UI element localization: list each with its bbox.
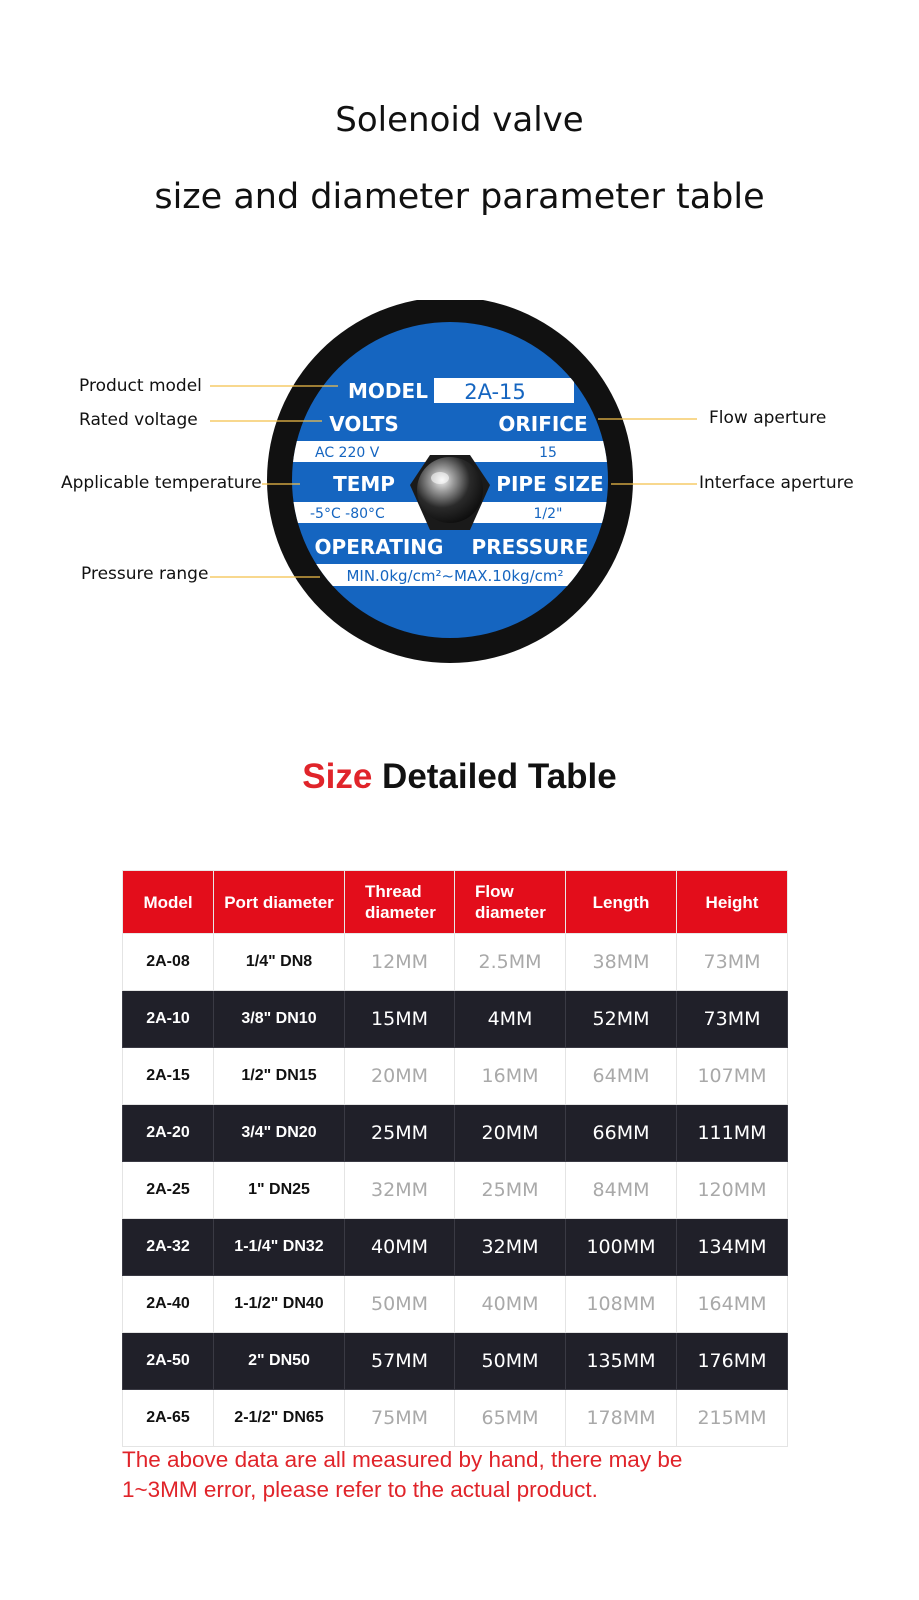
cell-height: 120MM bbox=[677, 1162, 788, 1219]
measurement-note bbox=[122, 1445, 802, 1505]
temp-caption: TEMP bbox=[333, 472, 395, 496]
cell-flow: 65MM bbox=[455, 1390, 566, 1447]
cell-length: 84MM bbox=[566, 1162, 677, 1219]
cell-height: 134MM bbox=[677, 1219, 788, 1276]
page-title-line1: Solenoid valve bbox=[335, 100, 584, 140]
cell-length: 64MM bbox=[566, 1048, 677, 1105]
header-length: Length bbox=[566, 871, 677, 934]
valve-label-diagram bbox=[0, 300, 919, 700]
cell-height: 73MM bbox=[677, 991, 788, 1048]
cell-flow: 16MM bbox=[455, 1048, 566, 1105]
cell-length: 135MM bbox=[566, 1333, 677, 1390]
cell-length: 52MM bbox=[566, 991, 677, 1048]
cell-model: 2A-40 bbox=[123, 1276, 214, 1333]
table-header-row bbox=[123, 871, 788, 934]
cell-flow: 2.5MM bbox=[455, 934, 566, 991]
pipe-size-caption: PIPE SIZE bbox=[496, 472, 604, 496]
cell-model: 2A-65 bbox=[123, 1390, 214, 1447]
callout-interface-aperture: Interface aperture bbox=[699, 473, 854, 493]
orifice-value: 15 bbox=[539, 445, 557, 461]
cell-height: 164MM bbox=[677, 1276, 788, 1333]
header-flow-diameter: Flow diameter bbox=[455, 871, 566, 934]
cell-model: 2A-08 bbox=[123, 934, 214, 991]
callout-applicable-temperature: Applicable temperature bbox=[61, 473, 262, 493]
table-row bbox=[123, 934, 788, 991]
table-row bbox=[123, 1105, 788, 1162]
cell-height: 73MM bbox=[677, 934, 788, 991]
table-row bbox=[123, 1219, 788, 1276]
cell-flow: 40MM bbox=[455, 1276, 566, 1333]
cell-thread: 57MM bbox=[345, 1333, 455, 1390]
table-row bbox=[123, 1390, 788, 1447]
cell-port: 2" DN50 bbox=[214, 1333, 345, 1390]
cell-length: 100MM bbox=[566, 1219, 677, 1276]
cell-model: 2A-25 bbox=[123, 1162, 214, 1219]
cell-port: 1" DN25 bbox=[214, 1162, 345, 1219]
cell-flow: 25MM bbox=[455, 1162, 566, 1219]
pressure-caption: PRESSURE bbox=[471, 535, 589, 559]
pipe-size-value: 1/2" bbox=[533, 506, 563, 522]
size-table-title-rest: Detailed Table bbox=[372, 757, 617, 796]
volts-caption: VOLTS bbox=[329, 412, 399, 436]
cell-model: 2A-15 bbox=[123, 1048, 214, 1105]
pressure-value: MIN.0kg/cm²~MAX.10kg/cm² bbox=[346, 567, 564, 585]
cell-thread: 50MM bbox=[345, 1276, 455, 1333]
cell-flow: 32MM bbox=[455, 1219, 566, 1276]
model-value: 2A-15 bbox=[464, 380, 526, 404]
cell-model: 2A-50 bbox=[123, 1333, 214, 1390]
cell-model: 2A-32 bbox=[123, 1219, 214, 1276]
header-port-diameter: Port diameter bbox=[214, 871, 345, 934]
size-table-title-accent: Size bbox=[302, 757, 373, 796]
callout-pressure-range: Pressure range bbox=[81, 564, 209, 584]
cell-model: 2A-20 bbox=[123, 1105, 214, 1162]
cell-thread: 15MM bbox=[345, 991, 455, 1048]
cell-height: 107MM bbox=[677, 1048, 788, 1105]
cell-thread: 12MM bbox=[345, 934, 455, 991]
page-title-line2: size and diameter parameter table bbox=[154, 177, 765, 217]
valve-label-svg bbox=[0, 300, 919, 700]
table-row bbox=[123, 991, 788, 1048]
cell-length: 66MM bbox=[566, 1105, 677, 1162]
cell-height: 111MM bbox=[677, 1105, 788, 1162]
cell-flow: 4MM bbox=[455, 991, 566, 1048]
model-caption: MODEL bbox=[348, 379, 428, 403]
table-row bbox=[123, 1162, 788, 1219]
cell-port: 1-1/4" DN32 bbox=[214, 1219, 345, 1276]
cell-port: 1-1/2" DN40 bbox=[214, 1276, 345, 1333]
callout-rated-voltage: Rated voltage bbox=[79, 410, 198, 430]
temp-value: -5°C -80°C bbox=[310, 506, 385, 522]
callout-flow-aperture: Flow aperture bbox=[709, 408, 827, 428]
size-table-title bbox=[0, 757, 919, 797]
table-row bbox=[123, 1048, 788, 1105]
cell-flow: 20MM bbox=[455, 1105, 566, 1162]
orifice-caption: ORIFICE bbox=[498, 412, 588, 436]
table-row bbox=[123, 1333, 788, 1390]
cell-length: 178MM bbox=[566, 1390, 677, 1447]
note-line2: 1~3MM error, please refer to the actual product. bbox=[122, 1477, 598, 1502]
cell-port: 3/8" DN10 bbox=[214, 991, 345, 1048]
header-height: Height bbox=[677, 871, 788, 934]
table-row bbox=[123, 1276, 788, 1333]
cell-length: 108MM bbox=[566, 1276, 677, 1333]
cell-port: 1/2" DN15 bbox=[214, 1048, 345, 1105]
header-model: Model bbox=[123, 871, 214, 934]
cell-thread: 25MM bbox=[345, 1105, 455, 1162]
callout-product-model: Product model bbox=[79, 376, 202, 396]
cell-height: 176MM bbox=[677, 1333, 788, 1390]
header-thread-diameter: Thread diameter bbox=[345, 871, 455, 934]
note-line1: The above data are all measured by hand, there may be bbox=[122, 1447, 683, 1472]
cell-model: 2A-10 bbox=[123, 991, 214, 1048]
cell-thread: 75MM bbox=[345, 1390, 455, 1447]
operating-caption: OPERATING bbox=[314, 535, 444, 559]
cell-port: 3/4" DN20 bbox=[214, 1105, 345, 1162]
cell-thread: 20MM bbox=[345, 1048, 455, 1105]
cell-thread: 40MM bbox=[345, 1219, 455, 1276]
cell-flow: 50MM bbox=[455, 1333, 566, 1390]
cell-length: 38MM bbox=[566, 934, 677, 991]
cell-port: 1/4" DN8 bbox=[214, 934, 345, 991]
size-table bbox=[122, 870, 788, 1447]
cell-thread: 32MM bbox=[345, 1162, 455, 1219]
cell-height: 215MM bbox=[677, 1390, 788, 1447]
volts-value: AC 220 V bbox=[315, 445, 380, 461]
cell-port: 2-1/2" DN65 bbox=[214, 1390, 345, 1447]
